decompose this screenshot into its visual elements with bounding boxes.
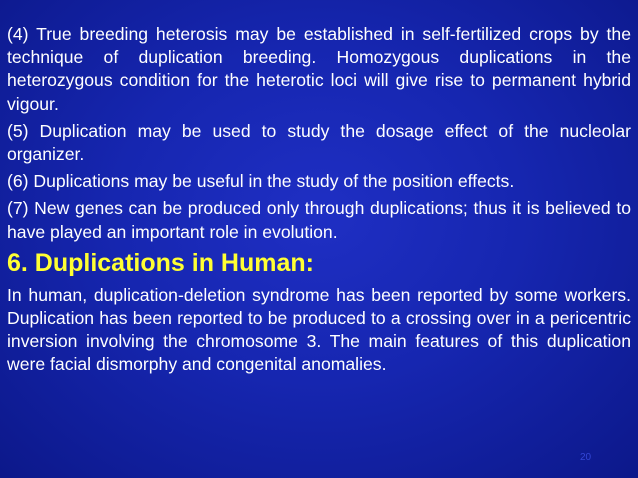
point-6-paragraph: (6) Duplications may be useful in the study of the position effects. [7, 171, 515, 192]
point-4-paragraph: (4) True breeding heterosis may be established in self-fertilized crops by the technique of duplication breeding. Homozygous duplications in the heterozygous condition for the heterotic loci will give rise to permanent hybrid vigour. [7, 24, 631, 114]
point-5-paragraph: (5) Duplication may be used to study the dosage effect of the nucleolar organizer. [7, 120, 631, 165]
slide-content [7, 23, 631, 381]
slide-number: 20 [580, 452, 592, 463]
section-heading: 6. Duplications in Human: [7, 248, 314, 277]
section-body-paragraph: In human, duplication-deletion syndrome has been reported by some workers. Duplication has been reported to be produced to a crossing over in a pericentric inversion involving the chromosome 3. The main features of this duplication were facial dismorphy and congenital anomalies. [7, 284, 631, 375]
point-7-paragraph: (7) New genes can be produced only through duplications; thus it is believed to have played an important role in evolution. [7, 198, 631, 242]
